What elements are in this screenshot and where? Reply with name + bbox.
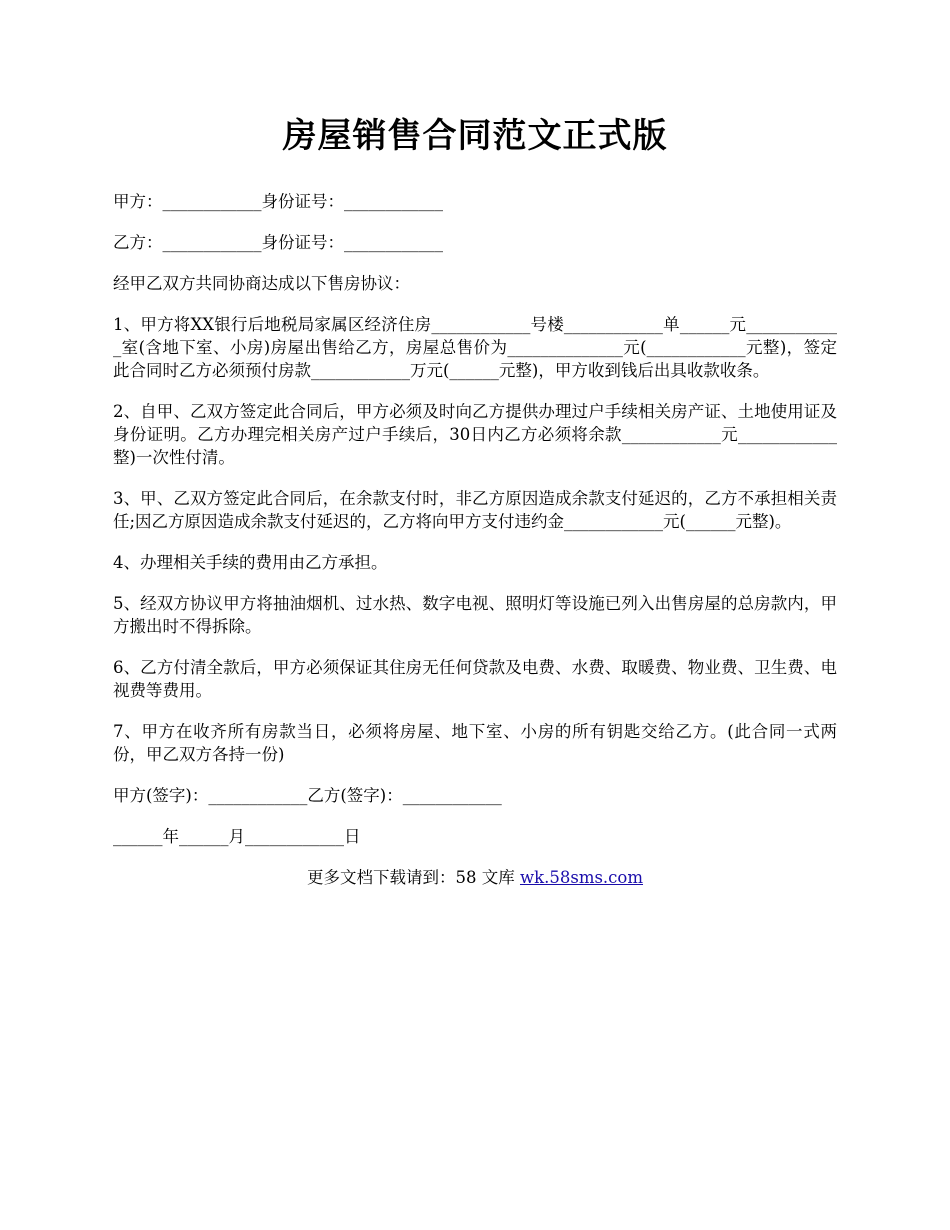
clause-1: 1、甲方将XX银行后地税局家属区经济住房____________号楼____________单______元____________室(含地下室、小房)房屋出售给乙方，房屋总售价为______________元(____________元整)，签定此合同时乙方必须预付房款____________万元(______元整)，甲方收到钱后出具收款收条。: [113, 315, 837, 380]
clause-6: 6、乙方付清全款后，甲方必须保证其住房无任何贷款及电费、水费、取暖费、物业费、卫生费、电视费等费用。: [113, 658, 837, 700]
party-b-line: 乙方：____________身份证号：____________: [113, 233, 443, 252]
clause-4: 4、办理相关手续的费用由乙方承担。: [113, 553, 388, 572]
document-title: 房屋销售合同范文正式版: [282, 116, 668, 156]
footer-link[interactable]: wk.58sms.com: [519, 868, 643, 887]
document-page: [113, 112, 837, 889]
footer-note: [113, 866, 837, 889]
clause-7: 7、甲方在收齐所有房款当日，必须将房屋、地下室、小房的所有钥匙交给乙方。(此合同一式两份，甲乙双方各持一份): [113, 722, 837, 764]
clause-5: 5、经双方协议甲方将抽油烟机、过水热、数字电视、照明灯等设施已列入出售房屋的总房款内，甲方搬出时不得拆除。: [113, 594, 837, 636]
clause-3: 3、甲、乙双方签定此合同后，在余款支付时，非乙方原因造成余款支付延迟的，乙方不承担相关责任;因乙方原因造成余款支付延迟的，乙方将向甲方支付违约金____________元(______元整)。: [113, 489, 837, 531]
clause-2: 2、自甲、乙双方签定此合同后，甲方必须及时向乙方提供办理过户手续相关房产证、土地使用证及身份证明。乙方办理完相关房产过户手续后，30日内乙方必须将余款____________元____________整)一次性付清。: [113, 402, 837, 467]
agreement-intro: 经甲乙双方共同协商达成以下售房协议：: [113, 274, 410, 293]
party-a-line: 甲方：____________身份证号：____________: [113, 192, 443, 211]
footer-prefix: 更多文档下载请到：58 文库: [306, 868, 520, 887]
signature-line: 甲方(签字)：____________乙方(签字)：____________: [113, 786, 502, 805]
date-line: ______年______月____________日: [113, 827, 361, 846]
